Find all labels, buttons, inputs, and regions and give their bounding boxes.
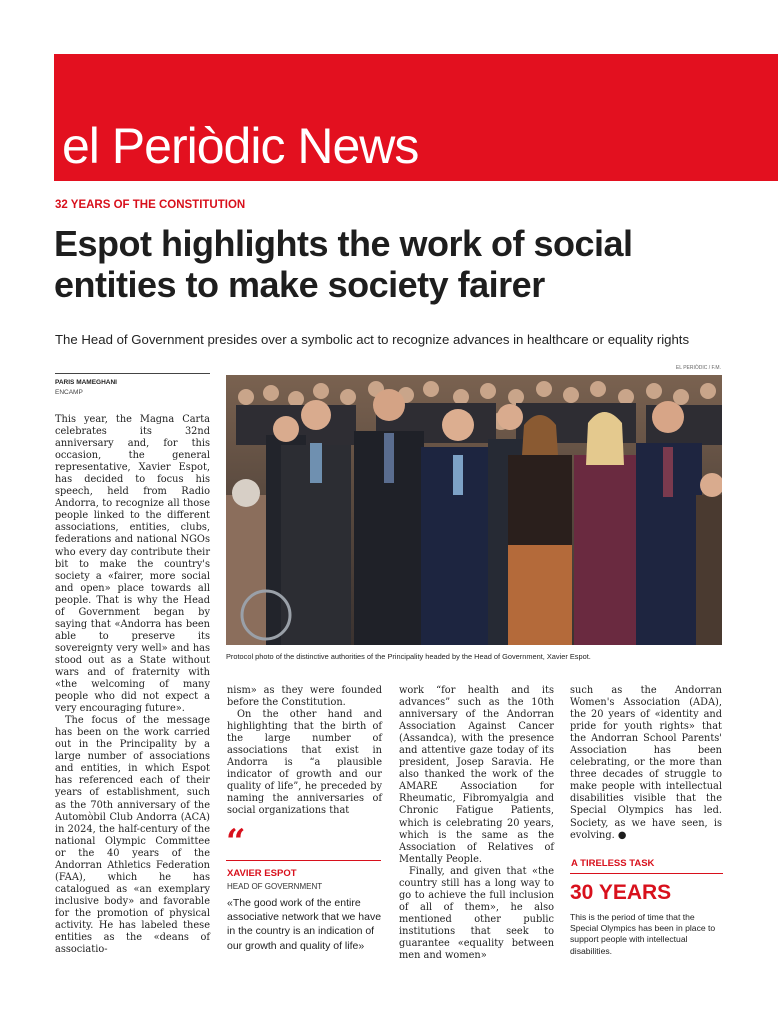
quote-author: XAVIER ESPOT: [227, 868, 297, 879]
photo-credit: EL PERIÒDIC / F.M.: [675, 365, 721, 371]
photo-caption: Protocol photo of the distinctive authorities of the Principality headed by the Head of Government, Xavier Espot.: [226, 652, 591, 661]
body-paragraph: Finally, and given that «the country still has a long way to go to achieve the full inclusion of all of them», he also mentioned other public institutions that seek to guarantee «equality between men and women»: [399, 865, 554, 962]
byline-location: ENCAMP: [55, 389, 83, 396]
article-headline: Espot highlights the work of social entities to make society fairer: [54, 223, 633, 305]
group-photo-image: [226, 375, 722, 645]
body-paragraph: The focus of the message has been on the work carried out in the Principality by a large number of associations and entities, in which Espot has referenced each of their years of establishment, such as the 70th anniversary of the Automòbil Club Andorra (ACA) in 2024, the half-century of the national Olympic Committee or the 40 years of the Andorran Athletics Federation (FAA), which he has catalogued as «an exemplary inclusive body» and favorable for the promotion of physical activity. He has labeled these entities as the «deans of associatio-: [55, 715, 210, 956]
body-paragraph: nism» as they were founded before the Constitution.: [227, 685, 382, 709]
byline-author: PARIS MAMEGHANI: [55, 379, 117, 386]
body-paragraph: [570, 685, 722, 842]
body-paragraph: work “for health and its advances” such as the 10th anniversary of the Andorran Association Against Cancer (Assandca), with the presence and attentive gaze today of its president, Josep Saravia. He also thanked the work of the AMARE Association for Rheumatic, Fibromyalgia and Chronic Fatigue Patients, which is celebrating 20 years, which is the same as the Association of Relatives of Mentally People.: [399, 685, 554, 865]
quote-divider: [226, 860, 381, 861]
byline-divider: [55, 373, 210, 374]
sidebar-text: This is the period of time that the Special Olympics has been in place to support people with intellectual disabilities.: [570, 912, 716, 956]
article-kicker: 32 YEARS OF THE CONSTITUTION: [55, 199, 246, 211]
body-column-1: [55, 414, 210, 956]
masthead: [54, 54, 778, 181]
body-column-4: [570, 685, 722, 842]
sidebar-highlight: 30 YEARS: [570, 881, 672, 904]
body-paragraph-text: such as the Andorran Women's Association (ADA), the 20 years of «identity and pride for youth rights» that the Andorran School Parents' Association has been celebrating, or the more than three decades of struggle to make people with intellectual disabilities visible that the Special Olympics has led. Society, as we have seen, is evolving.: [570, 685, 722, 841]
quote-mark-icon: “: [226, 822, 246, 862]
quote-author-role: HEAD OF GOVERNMENT: [227, 882, 323, 891]
body-column-2: [227, 685, 382, 818]
body-paragraph: On the other hand and highlighting that the birth of the large number of associations that exist in Andorra is “a plausible indicator of growth and our quality of life”, he preceded by naming the anniversaries of social organizations that: [227, 709, 382, 817]
masthead-title: el Periòdic News: [62, 118, 419, 174]
body-column-3: [399, 685, 554, 962]
end-mark-icon: ●: [617, 829, 627, 841]
article-subhead: The Head of Government presides over a symbolic act to recognize advances in healthcare or equality rights: [55, 332, 690, 347]
sidebar-title: A TIRELESS TASK: [571, 858, 655, 869]
pull-quote-text: «The good work of the entire associative network that we have in the country is an indication of our growth and quality of life»: [227, 897, 382, 952]
article-photo: [226, 375, 722, 645]
body-paragraph: This year, the Magna Carta celebrates its 32nd anniversary and, for this occasion, the general representative, Xavier Espot, has decided to focus his speech, held from Radio Andorra, to recognize all those people linked to the different associations, entities, clubs, federations and national NGOs who every day contribute their bit to make the country's society a «fairer, more social and open» place towards all people. That is why the Head of Government began by saying that «Andorra has been able to preserve its sovereignty very well» and has stood out as a State without wars and of fraternity with «the welcoming of many people who did not expect a very encouraging future».: [55, 414, 210, 715]
sidebar-divider: [570, 873, 723, 874]
